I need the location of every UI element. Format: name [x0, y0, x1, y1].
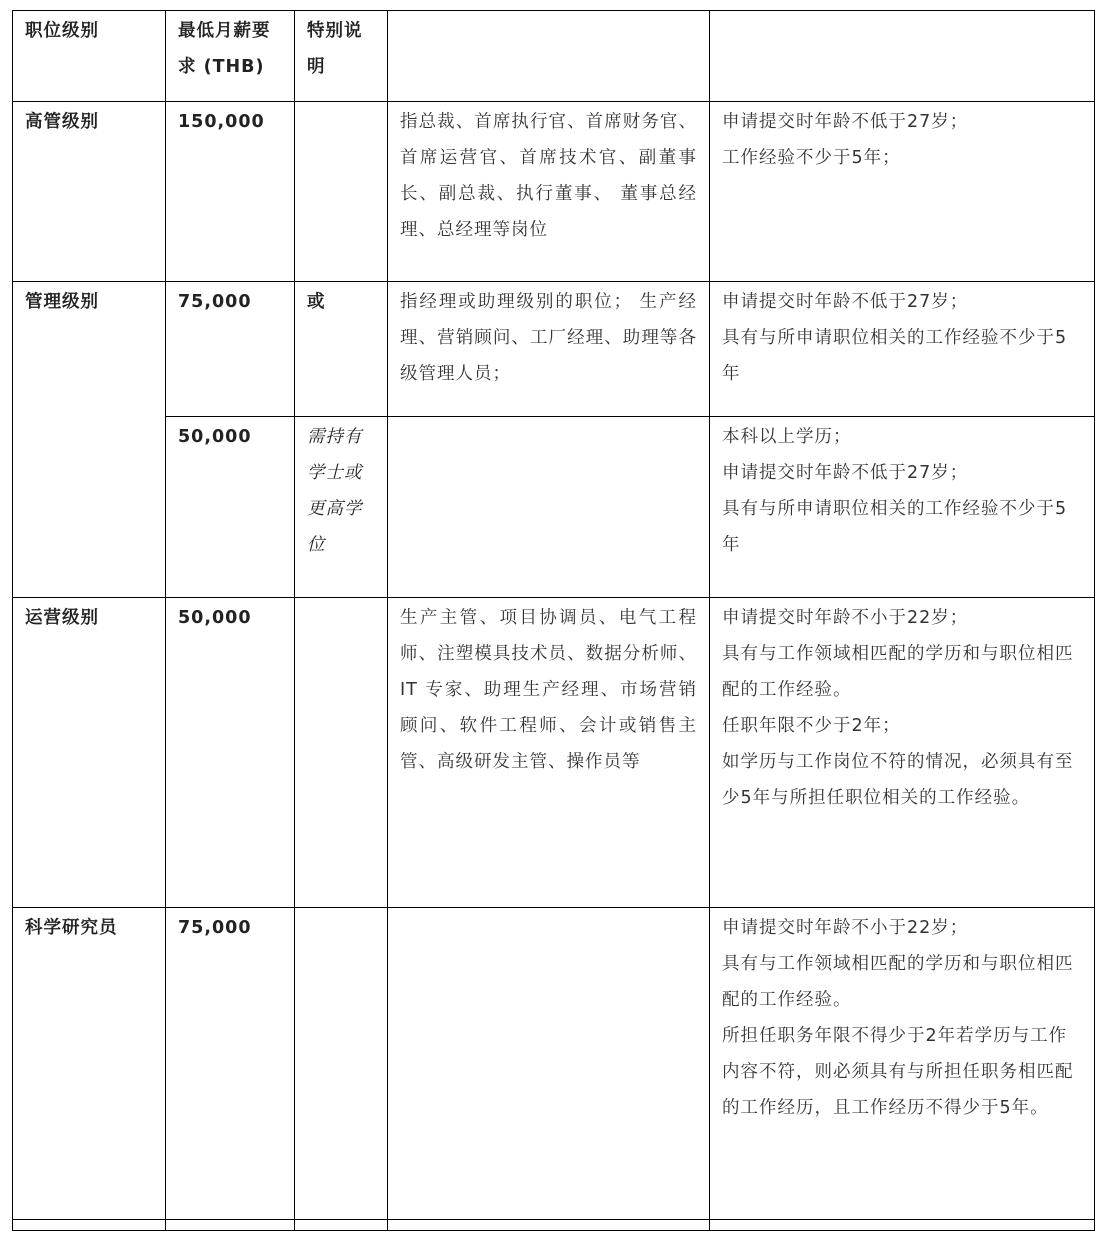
table-row — [13, 598, 1095, 908]
requirement-line: 申请提交时年龄不低于27岁； — [722, 292, 969, 312]
table-row — [13, 282, 1095, 417]
requirement-line: 申请提交时年龄不低于27岁； — [722, 112, 969, 132]
requirements-cell — [710, 908, 1095, 1220]
requirement-line: 如学历与工作岗位不符的情况，必须具有至少5年与所担任职位相关的工作经验。 — [722, 752, 1074, 808]
header-salary: 最低月薪要求 (THB) — [166, 11, 295, 102]
description-cell: 指总裁、首席执行官、首席财务官、首席运营官、首席技术官、副董事长、副总裁、执行董事、 董事总经理、总经理等岗位 — [388, 102, 710, 282]
requirement-line: 具有与工作领域相匹配的学历和与职位相匹配的工作经验。 — [722, 954, 1074, 1010]
note-cell: 需持有学士或更高学位 — [295, 417, 388, 598]
salary-cell: 75,000 — [166, 282, 295, 417]
salary-cell: 75,000 — [166, 908, 295, 1220]
requirement-line: 申请提交时年龄不低于27岁； — [722, 463, 969, 483]
header-note: 特别说明 — [295, 11, 388, 102]
requirement-line: 任职年限不少于2年； — [722, 716, 901, 736]
empty-cell — [295, 1220, 388, 1231]
requirements-table — [12, 10, 1095, 1231]
description-cell: 生产主管、项目协调员、电气工程师、注塑模具技术员、数据分析师、IT 专家、助理生产经理、市场营销顾问、软件工程师、会计或销售主管、高级研发主管、操作员等 — [388, 598, 710, 908]
salary-cell: 50,000 — [166, 417, 295, 598]
requirements-cell — [710, 282, 1095, 417]
level-cell: 运营级别 — [13, 598, 166, 908]
table-row — [13, 908, 1095, 1220]
empty-cell — [710, 1220, 1095, 1231]
empty-cell — [166, 1220, 295, 1231]
requirement-line: 工作经验不少于5年； — [722, 148, 901, 168]
note-cell: 或 — [295, 282, 388, 417]
table-row — [13, 102, 1095, 282]
note-cell — [295, 102, 388, 282]
level-cell: 科学研究员 — [13, 908, 166, 1220]
table-header-row — [13, 11, 1095, 102]
table-row — [13, 417, 1095, 598]
requirements-cell — [710, 102, 1095, 282]
requirement-line: 所担任职务年限不得少于2年若学历与工作内容不符，则必须具有与所担任职务相匹配的工作经历，且工作经历不得少于5年。 — [722, 1026, 1074, 1118]
header-level: 职位级别 — [13, 11, 166, 102]
description-cell — [388, 417, 710, 598]
level-cell: 管理级别 — [13, 282, 166, 598]
empty-cell — [388, 1220, 710, 1231]
level-cell: 高管级别 — [13, 102, 166, 282]
note-cell — [295, 908, 388, 1220]
requirement-line: 具有与所申请职位相关的工作经验不少于5年 — [722, 499, 1068, 555]
salary-cell: 50,000 — [166, 598, 295, 908]
table-row-partial — [13, 1220, 1095, 1231]
salary-cell: 150,000 — [166, 102, 295, 282]
empty-cell — [13, 1220, 166, 1231]
description-cell: 指经理或助理级别的职位； 生产经理、营销顾问、工厂经理、助理等各级管理人员； — [388, 282, 710, 417]
note-cell — [295, 598, 388, 908]
header-description — [388, 11, 710, 102]
header-requirements — [710, 11, 1095, 102]
requirements-cell — [710, 598, 1095, 908]
requirement-line: 申请提交时年龄不小于22岁； — [722, 918, 969, 938]
requirement-line: 申请提交时年龄不小于22岁； — [722, 608, 969, 628]
description-cell — [388, 908, 710, 1220]
requirement-line: 本科以上学历； — [722, 427, 852, 447]
requirements-cell — [710, 417, 1095, 598]
requirement-line: 具有与所申请职位相关的工作经验不少于5年 — [722, 328, 1068, 384]
requirement-line: 具有与工作领域相匹配的学历和与职位相匹配的工作经验。 — [722, 644, 1074, 700]
